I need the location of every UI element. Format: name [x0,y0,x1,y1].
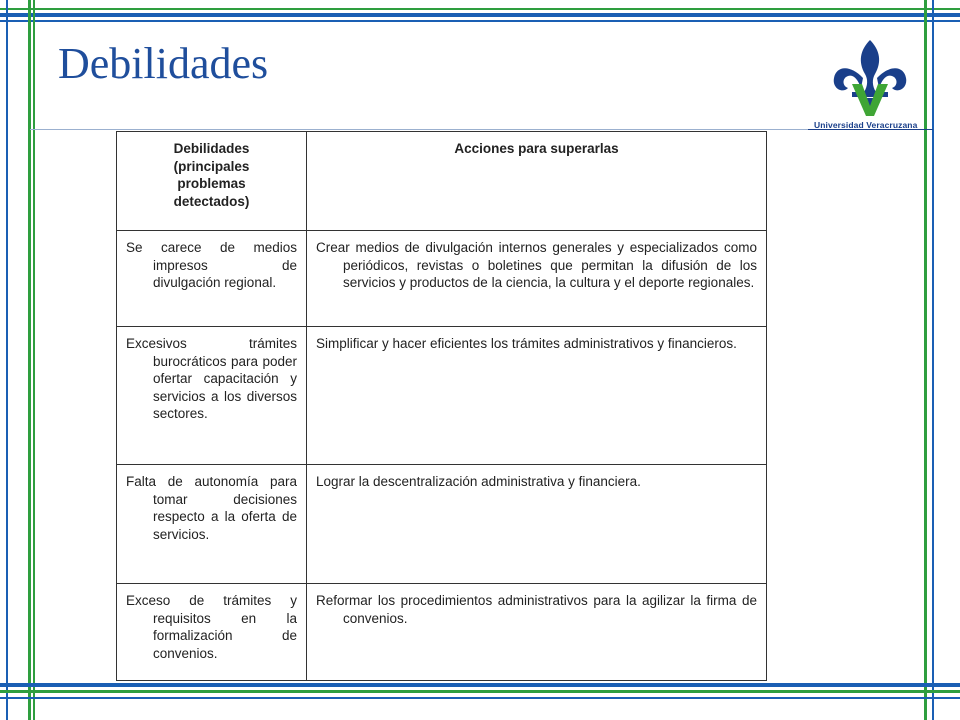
debilidad-cell: Se carece de medios impresos de divulgación regional. [117,231,307,327]
header-separator-line [30,129,812,130]
header-acciones: Acciones para superarlas [307,132,767,231]
table-row [117,231,767,327]
fleur-de-lis-icon [808,34,933,120]
table-row [117,465,767,584]
university-name: Universidad Veracruzana [814,120,918,130]
top-blue-border [0,13,960,17]
left-green-line [28,0,31,720]
accion-cell: Lograr la descentralización administrativa y financiera. [307,465,767,584]
left-green-line-thin [33,0,35,720]
header-debilidades: Debilidades (principales problemas detectados) [117,132,307,231]
left-blue-line [6,0,8,720]
debilidad-cell: Exceso de trámites y requisitos en la formalización de convenios. [117,584,307,681]
debilidad-cell: Excesivos trámites burocráticos para poder ofertar capacitación y servicios a los diversos sectores. [117,327,307,465]
bottom-green-border [0,690,960,693]
weaknesses-table [116,131,767,681]
bottom-blue-border [0,683,960,687]
debilidad-cell: Falta de autonomía para tomar decisiones respecto a la oferta de servicios. [117,465,307,584]
table-row [117,584,767,681]
weaknesses-table-container [116,131,767,681]
top-blue-border-thin [0,20,960,22]
accion-cell: Crear medios de divulgación internos generales y especializados como periódicos, revistas o boletines que permitan la difusión de los servicios y productos de la ciencia, la cultura y el deporte regionales. [307,231,767,327]
university-logo [808,34,933,138]
accion-cell: Reformar los procedimientos administrativos para la agilizar la firma de convenios. [307,584,767,681]
table-row [117,327,767,465]
bottom-blue-border-thin [0,697,960,699]
slide-title: Debilidades [58,39,269,88]
top-green-border [0,8,960,10]
table-header-row [117,132,767,231]
accion-cell: Simplificar y hacer eficientes los trámites administrativos y financieros. [307,327,767,465]
